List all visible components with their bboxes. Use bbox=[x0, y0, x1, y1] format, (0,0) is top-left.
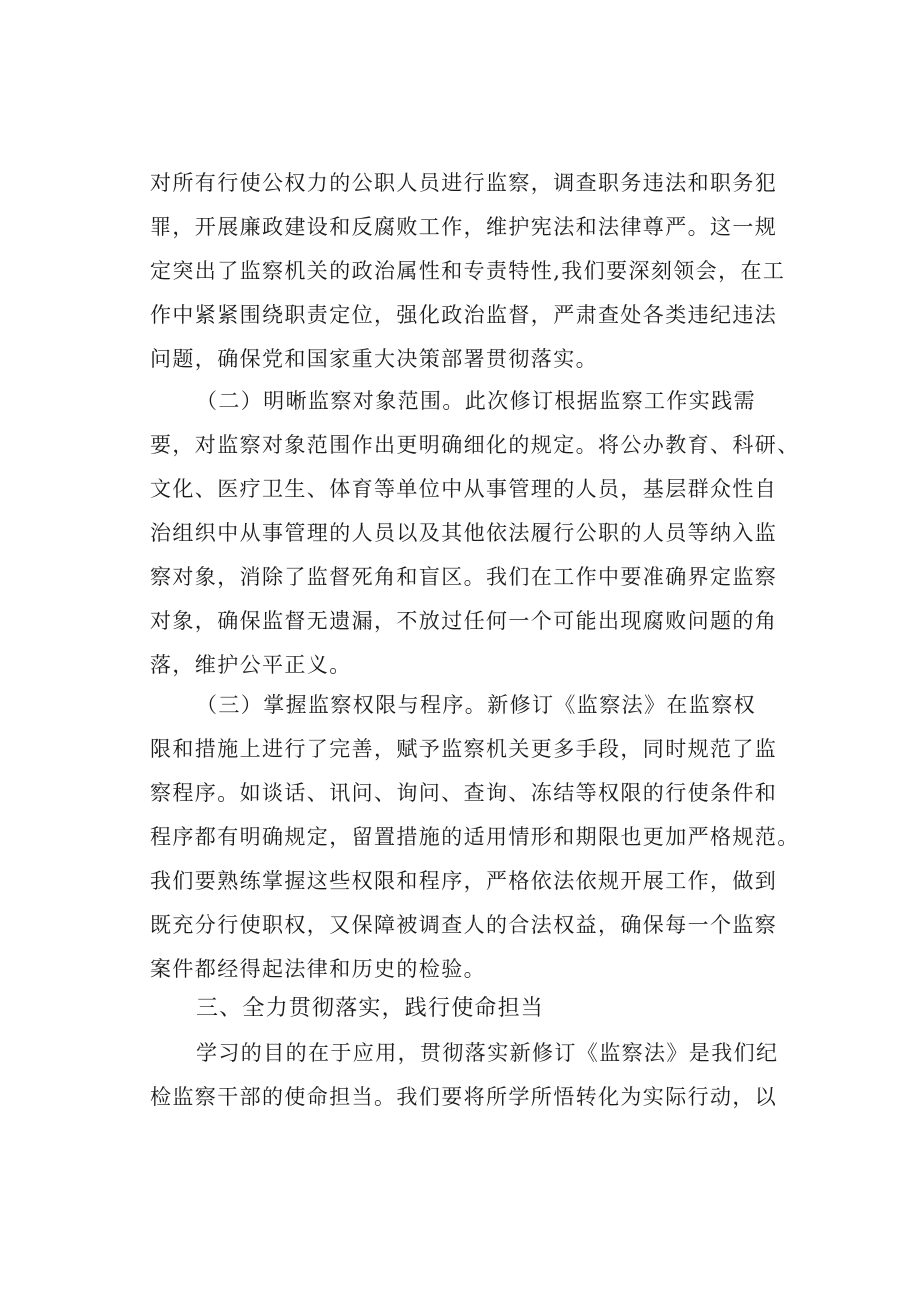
text-line: 对象，确保监督无遗漏，不放过任何一个可能出现腐败问题的角 bbox=[150, 609, 778, 633]
text-line: 我们要熟练掌握这些权限和程序，严格依法依规开展工作，做到 bbox=[150, 869, 778, 893]
text-line: 程序都有明确规定，留置措施的适用情形和期限也更加严格规范。 bbox=[150, 825, 800, 849]
text-line: 既充分行使职权，又保障被调查人的合法权益，确保每一个监察 bbox=[150, 913, 778, 937]
text-line: 察对象，消除了监督死角和盲区。我们在工作中要准确界定监察 bbox=[150, 565, 778, 589]
text-line: 对所有行使公权力的公职人员进行监察，调查职务违法和职务犯 bbox=[150, 171, 778, 195]
text-line: 限和措施上进行了完善，赋予监察机关更多手段，同时规范了监 bbox=[150, 737, 778, 761]
text-line: （二）明晰监察对象范围。此次修订根据监察工作实践需 bbox=[196, 389, 756, 413]
text-line: 罪，开展廉政建设和反腐败工作，维护宪法和法律尊严。这一规 bbox=[150, 215, 778, 239]
text-line: 治组织中从事管理的人员以及其他依法履行公职的人员等纳入监 bbox=[150, 521, 778, 545]
text-line: 作中紧紧围绕职责定位，强化政治监督，严肃查处各类违纪违法 bbox=[150, 303, 778, 327]
text-line: 文化、医疗卫生、体育等单位中从事管理的人员，基层群众性自 bbox=[150, 477, 778, 501]
text-line: 落，维护公平正义。 bbox=[150, 653, 352, 677]
text-line: 问题，确保党和国家重大决策部署贯彻落实。 bbox=[150, 347, 598, 371]
section-heading: 三、全力贯彻落实，践行使命担当 bbox=[196, 996, 545, 1021]
text-line: 察程序。如谈话、讯问、询问、查询、冻结等权限的行使条件和 bbox=[150, 781, 778, 805]
text-line: 要，对监察对象范围作出更明确细化的规定。将公办教育、科研、 bbox=[150, 433, 800, 457]
text-line: 案件都经得起法律和历史的检验。 bbox=[150, 957, 486, 981]
text-line: 定突出了监察机关的政治属性和专责特性,我们要深刻领会，在工 bbox=[150, 259, 786, 283]
text-line: （三）掌握监察权限与程序。新修订《监察法》在监察权 bbox=[196, 693, 756, 717]
text-line: 学习的目的在于应用，贯彻落实新修订《监察法》是我们纪 bbox=[196, 1041, 779, 1065]
text-line: 检监察干部的使命担当。我们要将所学所悟转化为实际行动，以 bbox=[150, 1085, 778, 1109]
